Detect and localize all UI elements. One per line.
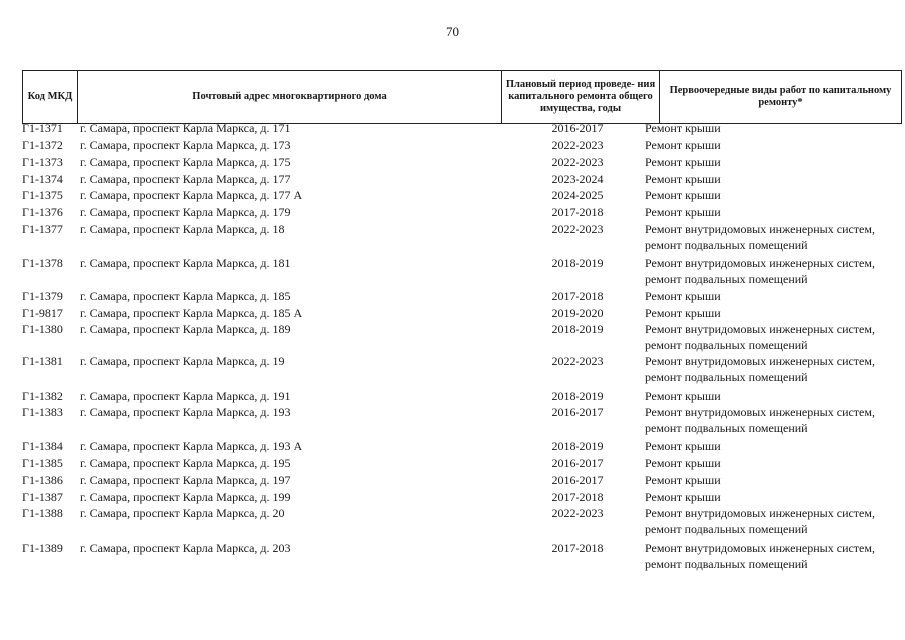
- cell-works-continued: ремонт подвальных помещений: [645, 370, 808, 384]
- cell-period: 2016-2017: [551, 456, 604, 470]
- cell-works: Ремонт крыши: [645, 121, 721, 135]
- cell-period: 2022-2023: [551, 155, 604, 169]
- cell-works: Ремонт внутридомовых инженерных систем,: [645, 541, 875, 555]
- cell-address: г. Самара, проспект Карла Маркса, д. 173: [80, 138, 291, 152]
- cell-works: Ремонт крыши: [645, 138, 721, 152]
- cell-works: Ремонт крыши: [645, 490, 721, 504]
- cell-address: г. Самара, проспект Карла Маркса, д. 203: [80, 541, 291, 555]
- cell-code: Г1-1371: [22, 121, 63, 135]
- cell-works: Ремонт крыши: [645, 473, 721, 487]
- cell-code: Г1-1375: [22, 188, 63, 202]
- table-header: [22, 70, 902, 124]
- cell-period: 2018-2019: [551, 439, 604, 453]
- cell-period: 2017-2018: [551, 490, 604, 504]
- cell-works: Ремонт внутридомовых инженерных систем,: [645, 222, 875, 236]
- cell-code: Г1-1383: [22, 405, 63, 419]
- page-number: 70: [446, 24, 459, 39]
- header-code: Код МКД: [22, 71, 78, 123]
- cell-period: 2022-2023: [551, 138, 604, 152]
- cell-period: 2016-2017: [551, 473, 604, 487]
- cell-address: г. Самара, проспект Карла Маркса, д. 171: [80, 121, 291, 135]
- cell-address: г. Самара, проспект Карла Маркса, д. 177: [80, 172, 291, 186]
- cell-period: 2018-2019: [551, 322, 604, 336]
- cell-address: г. Самара, проспект Карла Маркса, д. 18: [80, 222, 285, 236]
- cell-code: Г1-1382: [22, 389, 63, 403]
- cell-code: Г1-1379: [22, 289, 63, 303]
- cell-code: Г1-1377: [22, 222, 63, 236]
- cell-code: Г1-1373: [22, 155, 63, 169]
- cell-code: Г1-1388: [22, 506, 63, 520]
- cell-code: Г1-9817: [22, 306, 63, 320]
- cell-works: Ремонт внутридомовых инженерных систем,: [645, 354, 875, 368]
- cell-period: 2017-2018: [551, 205, 604, 219]
- header-period: Плановый период проведе- ния капитального ремонта общего имущества, годы: [502, 71, 660, 123]
- header-address: Почтовый адрес многоквартирного дома: [78, 71, 502, 123]
- cell-address: г. Самара, проспект Карла Маркса, д. 185 А: [80, 306, 303, 320]
- cell-code: Г1-1376: [22, 205, 63, 219]
- cell-period: 2022-2023: [551, 354, 604, 368]
- cell-works-continued: ремонт подвальных помещений: [645, 238, 808, 252]
- cell-period: 2017-2018: [551, 289, 604, 303]
- cell-period: 2016-2017: [551, 121, 604, 135]
- cell-address: г. Самара, проспект Карла Маркса, д. 179: [80, 205, 291, 219]
- cell-address: г. Самара, проспект Карла Маркса, д. 175: [80, 155, 291, 169]
- cell-code: Г1-1378: [22, 256, 63, 270]
- cell-code: Г1-1385: [22, 456, 63, 470]
- cell-address: г. Самара, проспект Карла Маркса, д. 20: [80, 506, 285, 520]
- cell-works: Ремонт внутридомовых инженерных систем,: [645, 322, 875, 336]
- cell-period: 2022-2023: [551, 222, 604, 236]
- cell-works: Ремонт крыши: [645, 389, 721, 403]
- cell-works-continued: ремонт подвальных помещений: [645, 272, 808, 286]
- cell-address: г. Самара, проспект Карла Маркса, д. 191: [80, 389, 291, 403]
- cell-address: г. Самара, проспект Карла Маркса, д. 199: [80, 490, 291, 504]
- cell-code: Г1-1389: [22, 541, 63, 555]
- header-works: Первоочередные виды работ по капитальному ремонту*: [660, 71, 902, 123]
- cell-works: Ремонт крыши: [645, 439, 721, 453]
- cell-code: Г1-1387: [22, 490, 63, 504]
- cell-works-continued: ремонт подвальных помещений: [645, 338, 808, 352]
- cell-address: г. Самара, проспект Карла Маркса, д. 193 А: [80, 439, 303, 453]
- cell-works-continued: ремонт подвальных помещений: [645, 421, 808, 435]
- cell-works: Ремонт крыши: [645, 205, 721, 219]
- cell-address: г. Самара, проспект Карла Маркса, д. 177 А: [80, 188, 303, 202]
- cell-works: Ремонт крыши: [645, 155, 721, 169]
- cell-works: Ремонт крыши: [645, 306, 721, 320]
- cell-works-continued: ремонт подвальных помещений: [645, 522, 808, 536]
- cell-address: г. Самара, проспект Карла Маркса, д. 19: [80, 354, 285, 368]
- cell-works: Ремонт крыши: [645, 188, 721, 202]
- cell-works: Ремонт внутридомовых инженерных систем,: [645, 256, 875, 270]
- cell-address: г. Самара, проспект Карла Маркса, д. 197: [80, 473, 291, 487]
- cell-works: Ремонт внутридомовых инженерных систем,: [645, 506, 875, 520]
- cell-address: г. Самара, проспект Карла Маркса, д. 195: [80, 456, 291, 470]
- cell-address: г. Самара, проспект Карла Маркса, д. 181: [80, 256, 291, 270]
- cell-code: Г1-1372: [22, 138, 63, 152]
- cell-period: 2023-2024: [551, 172, 604, 186]
- cell-period: 2022-2023: [551, 506, 604, 520]
- cell-period: 2018-2019: [551, 389, 604, 403]
- cell-works: Ремонт крыши: [645, 289, 721, 303]
- cell-code: Г1-1381: [22, 354, 63, 368]
- cell-period: 2017-2018: [551, 541, 604, 555]
- cell-address: г. Самара, проспект Карла Маркса, д. 185: [80, 289, 291, 303]
- cell-period: 2016-2017: [551, 405, 604, 419]
- cell-works-continued: ремонт подвальных помещений: [645, 557, 808, 571]
- cell-period: 2024-2025: [551, 188, 604, 202]
- cell-works: Ремонт крыши: [645, 172, 721, 186]
- cell-works: Ремонт внутридомовых инженерных систем,: [645, 405, 875, 419]
- cell-period: 2018-2019: [551, 256, 604, 270]
- cell-period: 2019-2020: [551, 306, 604, 320]
- cell-works: Ремонт крыши: [645, 456, 721, 470]
- cell-code: Г1-1380: [22, 322, 63, 336]
- cell-code: Г1-1384: [22, 439, 63, 453]
- cell-code: Г1-1374: [22, 172, 63, 186]
- cell-code: Г1-1386: [22, 473, 63, 487]
- cell-address: г. Самара, проспект Карла Маркса, д. 189: [80, 322, 291, 336]
- cell-address: г. Самара, проспект Карла Маркса, д. 193: [80, 405, 291, 419]
